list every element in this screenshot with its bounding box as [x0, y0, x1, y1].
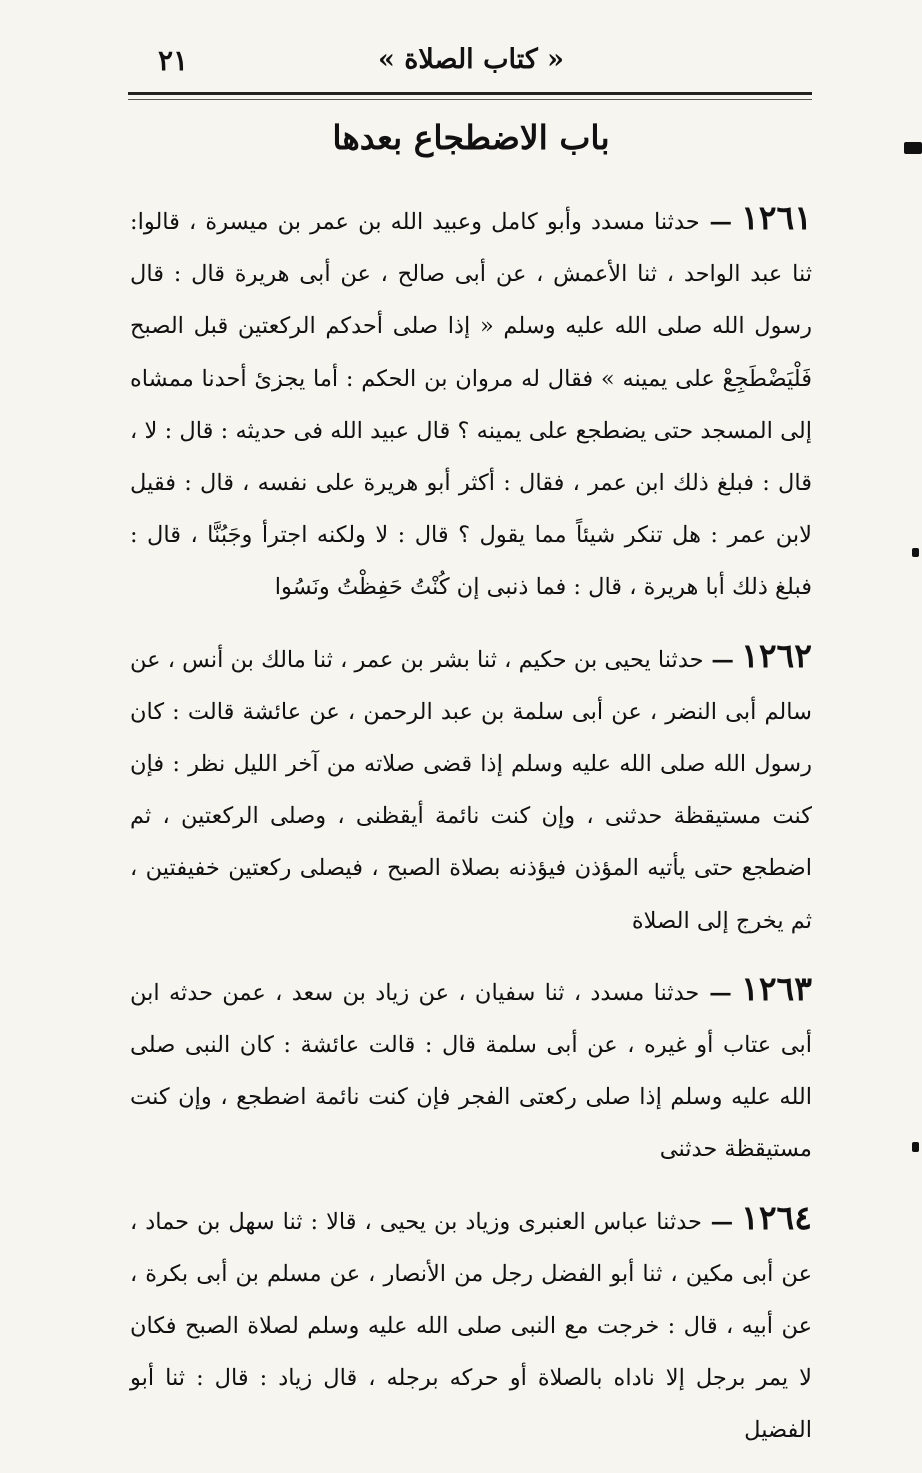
header-rule-thin [128, 99, 812, 100]
hadith-1264 [130, 1192, 812, 1457]
hadith-1263 [130, 963, 812, 1176]
hadith-text: حدثنا يحيى بن حكيم ، ثنا بشر بن عمر ، ثنا مالك بن أنس ، عن سالم أبى النضر ، عن أبى سلمة بن عبد الرحمن ، عن عائشة قالت : كان رسول الله صلى الله عليه وسلم إذا قضى صلاته من آخر الليل نظر : فإن كنت مستيقظة حدثنى ، وإن كنت نائمة أيقظنى ، وصلى الركعتين ، ثم اضطجع حتى يأتيه المؤذن فيؤذنه بصلاة الصبح ، فيصلى ركعتين خفيفتين ، ثم يخرج إلى الصلاة [130, 646, 812, 934]
separator-dash: — [701, 1208, 734, 1235]
hadith-text: حدثنا عباس العنبرى وزياد بن يحيى ، قالا : ثنا سهل بن حماد ، عن أبى مكين ، ثنا أبو الفضل رجل من الأنصار ، عن مسلم بن أبى بكرة ، عن أبيه ، قال : خرجت مع النبى صلى الله عليه وسلم لصلاة الصبح فكان لا يمر برجل إلا ناداه بالصلاة أو حركه برجله ، قال زياد : قال : ثنا أبو الفضيل [130, 1208, 812, 1444]
hadith-number: ١٢٦٢ [741, 635, 812, 675]
separator-dash: — [703, 646, 734, 673]
scan-edge-mark [912, 548, 919, 557]
separator-dash: — [699, 979, 732, 1006]
separator-dash: — [699, 209, 732, 235]
hadith-number: ١٢٦٣ [741, 968, 812, 1008]
scan-edge-mark [912, 1142, 919, 1152]
page-header [130, 40, 812, 90]
hadith-1262 [130, 630, 812, 947]
header-rule [128, 92, 812, 95]
chapter-title: باب الاضطجاع بعدها [332, 118, 610, 157]
hadith-1261 [130, 192, 812, 614]
scan-edge-mark [904, 142, 922, 154]
hadith-text: حدثنا مسدد وأبو كامل وعبيد الله بن عمر بن ميسرة ، قالوا: ثنا عبد الواحد ، ثنا الأعمش ، عن أبى صالح ، عن أبى هريرة قال : قال رسول الله صلى الله عليه وسلم « إذا صلى أحدكم الركعتين قبل الصبح فَلْيَضْطَجِعْ على يمينه » فقال له مروان بن الحكم : أما يجزئ أحدنا ممشاه إلى المسجد حتى يضطجع على يمينه ؟ قال عبيد الله فى حديثه : قال : لا ، قال : فبلغ ذلك ابن عمر ، فقال : أكثر أبو هريرة على نفسه ، قال : فقيل لابن عمر : هل تنكر شيئاً مما يقول ؟ قال : لا ولكنه اجترأ وجَبُنَّا ، قال : فبلغ ذلك أبا هريرة ، قال : فما ذنبى إن كُنْتُ حَفِظْتُ ونَسُوا [130, 209, 812, 601]
hadith-text: حدثنا مسدد ، ثنا سفيان ، عن زياد بن سعد ، عمن حدثه ابن أبى عتاب أو غيره ، عن أبى سلمة قال : قالت عائشة : كان النبى صلى الله عليه وسلم إذا صلى ركعتى الفجر فإن كنت نائمة اضطجع ، وإن كنت مستيقظة حدثنى [130, 979, 812, 1163]
page-number: ٢١ [158, 44, 189, 77]
running-title: « كتاب الصلاة » [378, 44, 564, 75]
hadith-number: ١٢٦١ [741, 198, 812, 237]
hadith-number: ١٢٦٤ [741, 1197, 812, 1237]
body-text [130, 192, 812, 1473]
